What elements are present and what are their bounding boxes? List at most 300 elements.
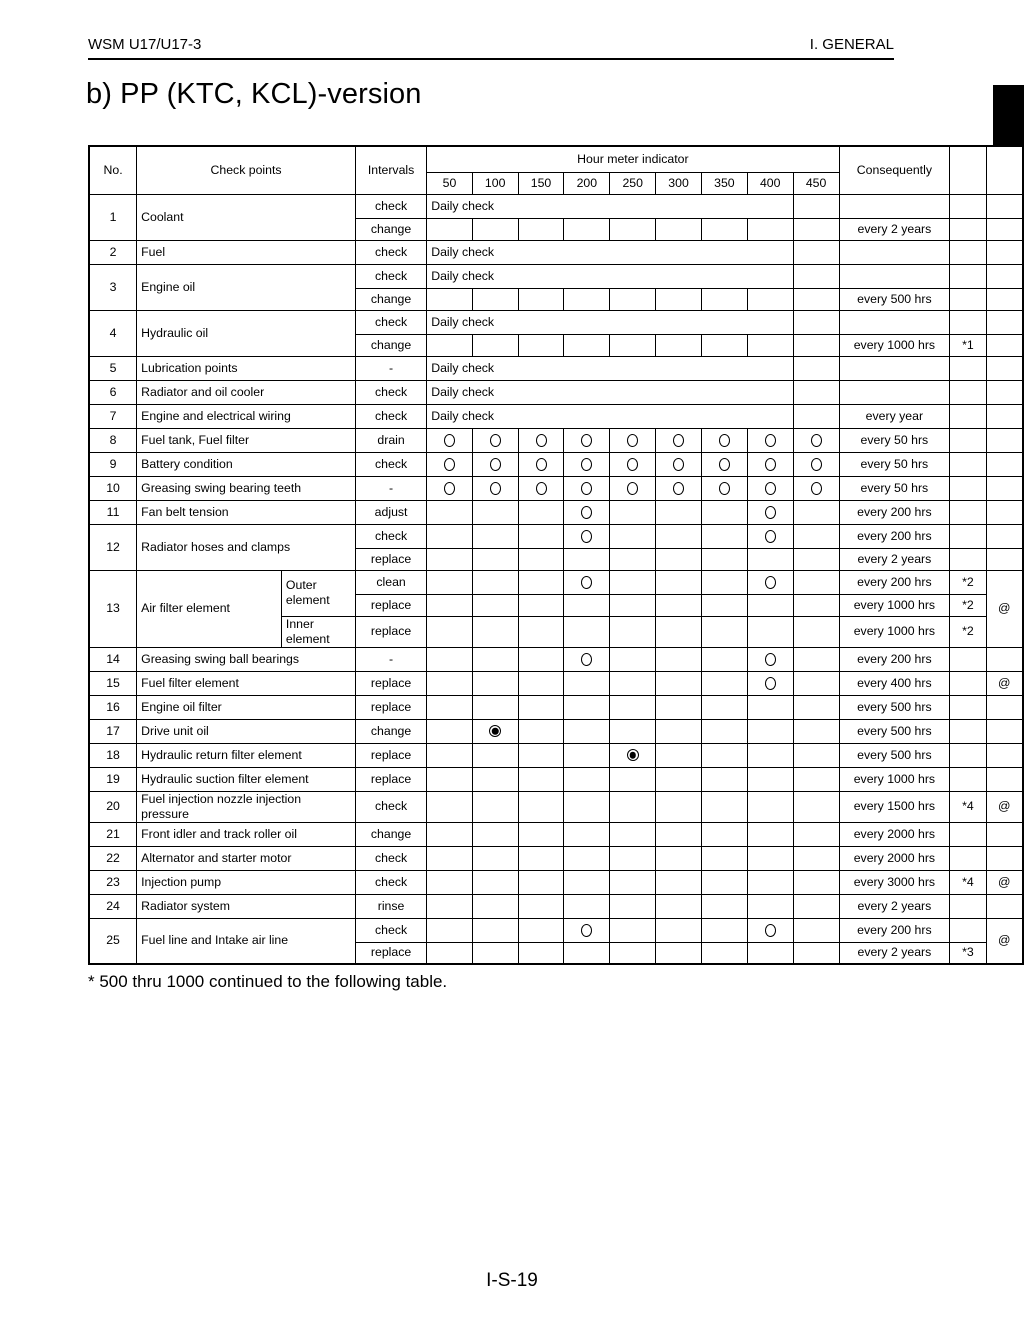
- hour-cell-200: [564, 695, 610, 719]
- hour-cell-150: [518, 695, 564, 719]
- at-symbol-cell: [986, 846, 1023, 870]
- hour-cell-200: [564, 846, 610, 870]
- hour-cell-450: [793, 356, 839, 380]
- hour-cell-150: [518, 671, 564, 695]
- interval-action: replace: [355, 942, 426, 964]
- interval-action: -: [355, 476, 426, 500]
- hour-cell-250: [610, 616, 656, 647]
- hour-cell-350: [701, 870, 747, 894]
- hour-cell-450: [793, 870, 839, 894]
- hour-cell-350: [701, 791, 747, 822]
- note-reference: [950, 671, 986, 695]
- daily-check-cell: Daily check: [427, 310, 793, 334]
- hour-cell-300: [656, 524, 702, 548]
- table-row: [89, 194, 1023, 218]
- hour-cell-400: [747, 524, 793, 548]
- hour-cell-350: [701, 942, 747, 964]
- hour-cell-150: [518, 822, 564, 846]
- table-row: [89, 671, 1023, 695]
- interval-action: rinse: [355, 894, 426, 918]
- consequently-value: every 500 hrs: [839, 288, 950, 310]
- hour-cell-300: [656, 570, 702, 594]
- hour-cell-50: [427, 594, 473, 616]
- hour-cell-200: [564, 570, 610, 594]
- hour-cell-450: [793, 767, 839, 791]
- open-circle-marker-icon: [765, 458, 776, 471]
- hour-cell-350: [701, 846, 747, 870]
- table-row: [89, 524, 1023, 548]
- check-point-name: Greasing swing ball bearings: [137, 647, 356, 671]
- at-symbol-cell: @: [986, 870, 1023, 894]
- hour-cell-250: [610, 548, 656, 570]
- hour-cell-250: [610, 719, 656, 743]
- header-hour-100: 100: [472, 172, 518, 194]
- hour-cell-250: [610, 524, 656, 548]
- hour-cell-50: [427, 719, 473, 743]
- table-row: [89, 791, 1023, 822]
- hour-cell-450: [793, 791, 839, 822]
- interval-action: replace: [355, 767, 426, 791]
- open-circle-marker-icon: [581, 458, 592, 471]
- note-reference: [950, 356, 986, 380]
- header-at-column: [986, 146, 1023, 194]
- hour-cell-350: [701, 918, 747, 942]
- hour-cell-450: [793, 894, 839, 918]
- row-number: 14: [89, 647, 137, 671]
- table-row: [89, 452, 1023, 476]
- hour-cell-100: [472, 822, 518, 846]
- note-reference: [950, 500, 986, 524]
- consequently-value: [839, 380, 950, 404]
- hour-cell-350: [701, 671, 747, 695]
- open-circle-marker-icon: [811, 482, 822, 495]
- hour-cell-350: [701, 476, 747, 500]
- consequently-value: every 2 years: [839, 218, 950, 240]
- row-number: 16: [89, 695, 137, 719]
- hour-cell-150: [518, 570, 564, 594]
- hour-cell-300: [656, 894, 702, 918]
- row-number: 9: [89, 452, 137, 476]
- table-row: [89, 570, 1023, 594]
- hour-cell-50: [427, 500, 473, 524]
- hour-cell-200: [564, 548, 610, 570]
- hour-cell-250: [610, 870, 656, 894]
- consequently-value: every 500 hrs: [839, 743, 950, 767]
- hour-cell-100: [472, 942, 518, 964]
- open-circle-marker-icon: [490, 458, 501, 471]
- hour-cell-150: [518, 942, 564, 964]
- note-reference: [950, 310, 986, 334]
- hour-cell-150: [518, 743, 564, 767]
- note-reference: *1: [950, 334, 986, 356]
- running-head: [88, 36, 894, 53]
- hour-cell-250: [610, 791, 656, 822]
- hour-cell-300: [656, 500, 702, 524]
- check-point-name: Drive unit oil: [137, 719, 356, 743]
- hour-cell-200: [564, 452, 610, 476]
- open-circle-marker-icon: [627, 458, 638, 471]
- hour-cell-100: [472, 524, 518, 548]
- hour-cell-300: [656, 942, 702, 964]
- table-head: [89, 146, 1023, 194]
- consequently-value: every 500 hrs: [839, 719, 950, 743]
- hour-cell-450: [793, 476, 839, 500]
- hour-cell-350: [701, 822, 747, 846]
- open-circle-marker-icon: [673, 434, 684, 447]
- daily-check-cell: Daily check: [427, 356, 793, 380]
- hour-cell-150: [518, 647, 564, 671]
- hour-cell-100: [472, 452, 518, 476]
- hour-cell-450: [793, 218, 839, 240]
- hour-cell-450: [793, 570, 839, 594]
- at-symbol-cell: [986, 194, 1023, 218]
- at-symbol-cell: @: [986, 671, 1023, 695]
- consequently-value: every 200 hrs: [839, 918, 950, 942]
- hour-cell-250: [610, 500, 656, 524]
- row-number: 25: [89, 918, 137, 964]
- bullseye-marker-icon: [489, 725, 501, 737]
- hour-cell-450: [793, 334, 839, 356]
- note-reference: *2: [950, 594, 986, 616]
- hour-cell-300: [656, 846, 702, 870]
- hour-cell-300: [656, 548, 702, 570]
- hour-cell-400: [747, 476, 793, 500]
- at-symbol-cell: [986, 695, 1023, 719]
- table-row: [89, 822, 1023, 846]
- row-number: 1: [89, 194, 137, 240]
- hour-cell-150: [518, 500, 564, 524]
- hour-cell-400: [747, 218, 793, 240]
- hour-cell-250: [610, 942, 656, 964]
- interval-action: check: [355, 791, 426, 822]
- note-reference: [950, 218, 986, 240]
- interval-action: -: [355, 356, 426, 380]
- hour-cell-200: [564, 870, 610, 894]
- hour-cell-150: [518, 616, 564, 647]
- hour-cell-100: [472, 791, 518, 822]
- hour-cell-250: [610, 218, 656, 240]
- running-head-left: WSM U17/U17-3: [88, 36, 202, 53]
- at-symbol-cell: [986, 310, 1023, 334]
- header-hour-200: 200: [564, 172, 610, 194]
- check-point-name: Radiator system: [137, 894, 356, 918]
- at-symbol-cell: [986, 356, 1023, 380]
- hour-cell-450: [793, 404, 839, 428]
- check-point-name: Radiator hoses and clamps: [137, 524, 356, 570]
- hour-cell-100: [472, 918, 518, 942]
- open-circle-marker-icon: [444, 458, 455, 471]
- hour-cell-450: [793, 524, 839, 548]
- table-row: [89, 264, 1023, 288]
- consequently-value: every year: [839, 404, 950, 428]
- open-circle-marker-icon: [765, 677, 776, 690]
- hour-cell-400: [747, 452, 793, 476]
- interval-action: -: [355, 647, 426, 671]
- hour-cell-200: [564, 647, 610, 671]
- hour-cell-300: [656, 767, 702, 791]
- hour-cell-100: [472, 548, 518, 570]
- consequently-value: every 500 hrs: [839, 695, 950, 719]
- table-row: [89, 846, 1023, 870]
- table-row: [89, 719, 1023, 743]
- hour-cell-100: [472, 719, 518, 743]
- open-circle-marker-icon: [765, 653, 776, 666]
- open-circle-marker-icon: [490, 482, 501, 495]
- hour-cell-350: [701, 570, 747, 594]
- interval-action: drain: [355, 428, 426, 452]
- table-row: [89, 870, 1023, 894]
- hour-cell-350: [701, 218, 747, 240]
- check-point-name: Fuel injection nozzle injection pressure: [137, 791, 356, 822]
- consequently-value: every 1000 hrs: [839, 334, 950, 356]
- hour-cell-50: [427, 671, 473, 695]
- note-reference: [950, 846, 986, 870]
- consequently-value: every 1000 hrs: [839, 767, 950, 791]
- open-circle-marker-icon: [765, 434, 776, 447]
- note-reference: *3: [950, 942, 986, 964]
- hour-cell-100: [472, 894, 518, 918]
- hour-cell-250: [610, 743, 656, 767]
- open-circle-marker-icon: [719, 482, 730, 495]
- hour-cell-400: [747, 846, 793, 870]
- at-symbol-cell: [986, 240, 1023, 264]
- note-reference: [950, 524, 986, 548]
- hour-cell-400: [747, 695, 793, 719]
- hour-cell-50: [427, 822, 473, 846]
- header-hour-50: 50: [427, 172, 473, 194]
- hour-cell-150: [518, 476, 564, 500]
- interval-action: check: [355, 404, 426, 428]
- hour-cell-150: [518, 894, 564, 918]
- at-symbol-cell: [986, 743, 1023, 767]
- hour-cell-150: [518, 218, 564, 240]
- check-point-name: Engine oil filter: [137, 695, 356, 719]
- hour-cell-400: [747, 616, 793, 647]
- open-circle-marker-icon: [765, 482, 776, 495]
- hour-cell-450: [793, 310, 839, 334]
- consequently-value: [839, 240, 950, 264]
- open-circle-marker-icon: [581, 576, 592, 589]
- interval-action: check: [355, 870, 426, 894]
- bullseye-marker-icon: [627, 749, 639, 761]
- hour-cell-450: [793, 452, 839, 476]
- interval-action: clean: [355, 570, 426, 594]
- header-consequently: Consequently: [839, 146, 950, 194]
- hour-cell-200: [564, 767, 610, 791]
- hour-cell-250: [610, 695, 656, 719]
- table-row: [89, 695, 1023, 719]
- hour-cell-100: [472, 695, 518, 719]
- hour-cell-100: [472, 476, 518, 500]
- hour-cell-200: [564, 894, 610, 918]
- table-row: [89, 500, 1023, 524]
- hour-cell-100: [472, 428, 518, 452]
- hour-cell-200: [564, 791, 610, 822]
- row-number: 15: [89, 671, 137, 695]
- hour-cell-400: [747, 428, 793, 452]
- header-hour-400: 400: [747, 172, 793, 194]
- header-note-column: [950, 146, 986, 194]
- interval-action: replace: [355, 671, 426, 695]
- open-circle-marker-icon: [490, 434, 501, 447]
- hour-cell-450: [793, 240, 839, 264]
- header-hour-150: 150: [518, 172, 564, 194]
- consequently-value: [839, 310, 950, 334]
- note-reference: [950, 428, 986, 452]
- hour-cell-50: [427, 942, 473, 964]
- hour-cell-150: [518, 918, 564, 942]
- hour-cell-150: [518, 524, 564, 548]
- hour-cell-100: [472, 334, 518, 356]
- hour-cell-450: [793, 719, 839, 743]
- hour-cell-50: [427, 288, 473, 310]
- hour-cell-400: [747, 288, 793, 310]
- check-point-name: Greasing swing bearing teeth: [137, 476, 356, 500]
- consequently-value: every 2000 hrs: [839, 846, 950, 870]
- hour-cell-300: [656, 428, 702, 452]
- hour-cell-450: [793, 822, 839, 846]
- hour-cell-100: [472, 870, 518, 894]
- check-point-name: Fuel filter element: [137, 671, 356, 695]
- hour-cell-450: [793, 380, 839, 404]
- open-circle-marker-icon: [627, 482, 638, 495]
- daily-check-cell: Daily check: [427, 380, 793, 404]
- hour-cell-100: [472, 594, 518, 616]
- open-circle-marker-icon: [627, 434, 638, 447]
- at-symbol-cell: @: [986, 570, 1023, 647]
- table-row: [89, 380, 1023, 404]
- check-point-name: Front idler and track roller oil: [137, 822, 356, 846]
- interval-action: check: [355, 846, 426, 870]
- interval-action: check: [355, 918, 426, 942]
- hour-cell-250: [610, 452, 656, 476]
- consequently-value: every 1000 hrs: [839, 616, 950, 647]
- hour-cell-450: [793, 264, 839, 288]
- hour-cell-100: [472, 846, 518, 870]
- hour-cell-150: [518, 594, 564, 616]
- consequently-value: every 2 years: [839, 942, 950, 964]
- hour-cell-50: [427, 846, 473, 870]
- consequently-value: [839, 194, 950, 218]
- open-circle-marker-icon: [444, 482, 455, 495]
- interval-action: change: [355, 334, 426, 356]
- interval-action: replace: [355, 594, 426, 616]
- hour-cell-350: [701, 500, 747, 524]
- interval-action: check: [355, 194, 426, 218]
- consequently-value: every 2 years: [839, 548, 950, 570]
- hour-cell-300: [656, 918, 702, 942]
- header-hour-250: 250: [610, 172, 656, 194]
- check-point-name: Fuel line and Intake air line: [137, 918, 356, 964]
- hour-cell-400: [747, 594, 793, 616]
- note-reference: [950, 918, 986, 942]
- note-reference: [950, 264, 986, 288]
- note-reference: [950, 240, 986, 264]
- row-number: 5: [89, 356, 137, 380]
- hour-cell-100: [472, 647, 518, 671]
- note-reference: *2: [950, 616, 986, 647]
- open-circle-marker-icon: [719, 458, 730, 471]
- open-circle-marker-icon: [673, 482, 684, 495]
- consequently-value: every 3000 hrs: [839, 870, 950, 894]
- hour-cell-350: [701, 594, 747, 616]
- hour-cell-50: [427, 647, 473, 671]
- row-number: 6: [89, 380, 137, 404]
- row-number: 7: [89, 404, 137, 428]
- hour-cell-350: [701, 695, 747, 719]
- row-number: 13: [89, 570, 137, 647]
- hour-cell-300: [656, 671, 702, 695]
- check-point-name: Fuel tank, Fuel filter: [137, 428, 356, 452]
- table-row: [89, 310, 1023, 334]
- table-row: [89, 743, 1023, 767]
- check-point-name: Radiator and oil cooler: [137, 380, 356, 404]
- row-number: 11: [89, 500, 137, 524]
- check-point-sub-element: Outer element: [281, 570, 355, 616]
- hour-cell-50: [427, 452, 473, 476]
- check-point-name: Fuel: [137, 240, 356, 264]
- note-reference: [950, 647, 986, 671]
- row-number: 20: [89, 791, 137, 822]
- check-point-name: Hydraulic suction filter element: [137, 767, 356, 791]
- hour-cell-250: [610, 594, 656, 616]
- hour-cell-350: [701, 616, 747, 647]
- hour-cell-250: [610, 822, 656, 846]
- row-number: 2: [89, 240, 137, 264]
- hour-cell-300: [656, 647, 702, 671]
- hour-cell-100: [472, 616, 518, 647]
- hour-cell-200: [564, 288, 610, 310]
- maintenance-schedule-table: [88, 145, 1024, 965]
- open-circle-marker-icon: [719, 434, 730, 447]
- at-symbol-cell: [986, 476, 1023, 500]
- at-symbol-cell: @: [986, 918, 1023, 964]
- hour-cell-300: [656, 695, 702, 719]
- hour-cell-100: [472, 570, 518, 594]
- interval-action: change: [355, 218, 426, 240]
- at-symbol-cell: [986, 452, 1023, 476]
- hour-cell-250: [610, 767, 656, 791]
- hour-cell-450: [793, 918, 839, 942]
- hour-cell-400: [747, 500, 793, 524]
- hour-cell-400: [747, 894, 793, 918]
- note-reference: [950, 743, 986, 767]
- hour-cell-150: [518, 767, 564, 791]
- hour-cell-350: [701, 767, 747, 791]
- at-symbol-cell: [986, 334, 1023, 356]
- consequently-value: every 50 hrs: [839, 452, 950, 476]
- hour-cell-450: [793, 288, 839, 310]
- hour-cell-350: [701, 334, 747, 356]
- hour-cell-100: [472, 288, 518, 310]
- table-body: [89, 194, 1023, 964]
- hour-cell-400: [747, 743, 793, 767]
- hour-cell-50: [427, 428, 473, 452]
- hour-cell-50: [427, 894, 473, 918]
- row-number: 19: [89, 767, 137, 791]
- hour-cell-150: [518, 288, 564, 310]
- hour-cell-250: [610, 846, 656, 870]
- note-reference: [950, 194, 986, 218]
- interval-action: change: [355, 822, 426, 846]
- consequently-value: every 1500 hrs: [839, 791, 950, 822]
- hour-cell-450: [793, 647, 839, 671]
- hour-cell-50: [427, 548, 473, 570]
- note-reference: [950, 548, 986, 570]
- header-intervals: Intervals: [355, 146, 426, 194]
- at-symbol-cell: [986, 822, 1023, 846]
- row-number: 8: [89, 428, 137, 452]
